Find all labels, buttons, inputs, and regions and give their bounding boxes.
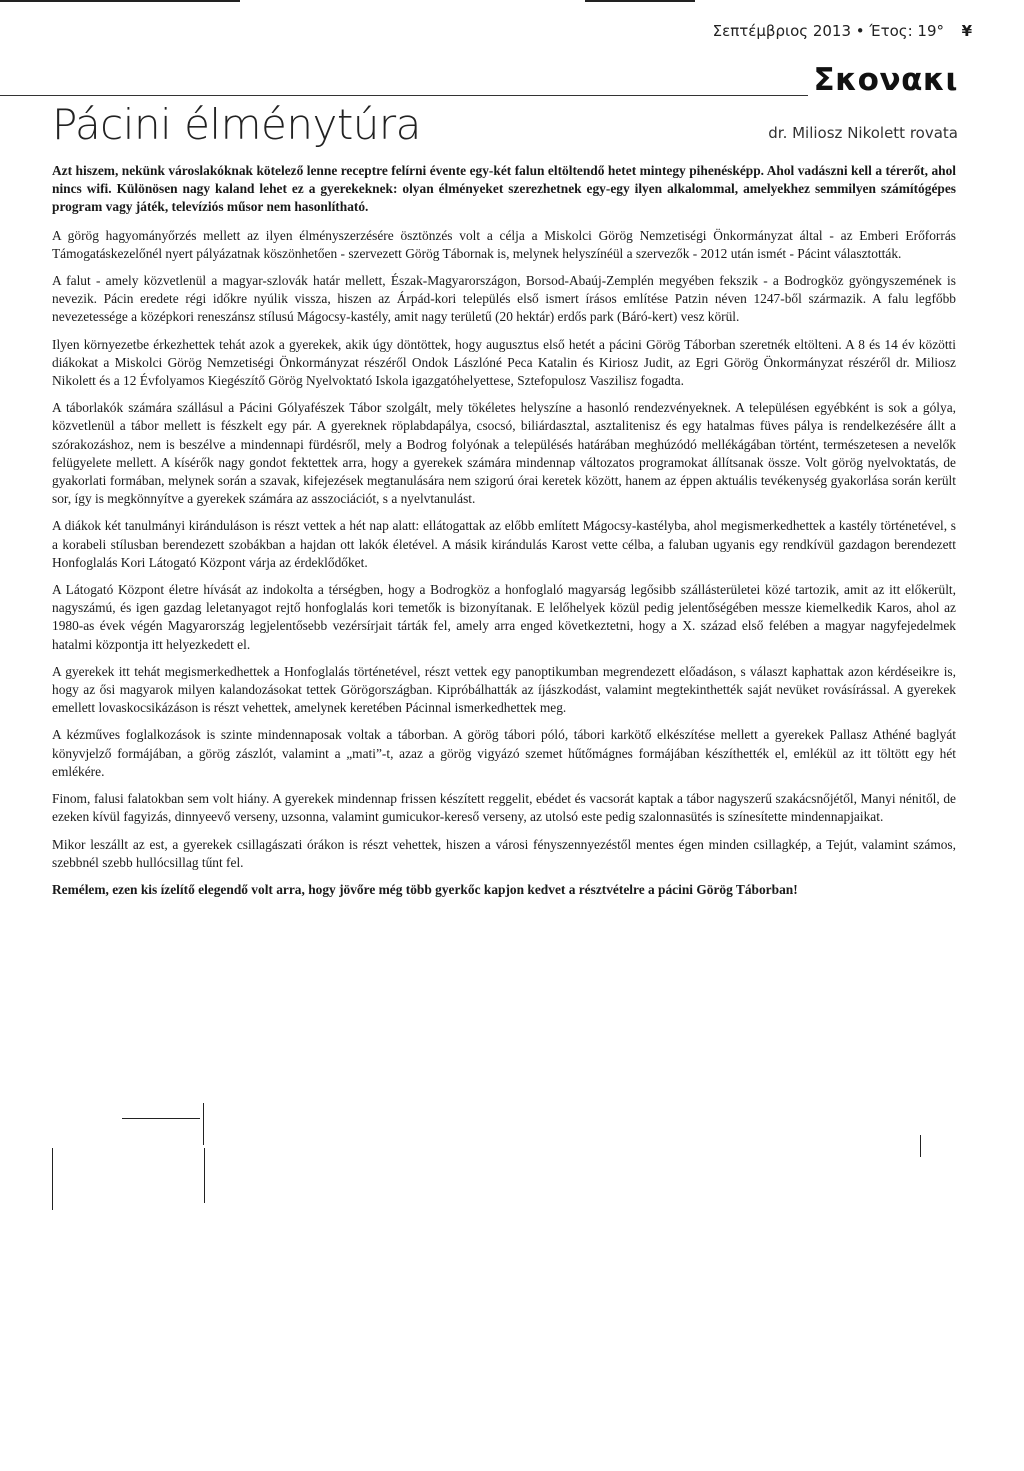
section-name: Σκονακι bbox=[813, 62, 958, 98]
scan-artifact bbox=[122, 1118, 200, 1119]
body-paragraph: A falut - amely közvetlenül a magyar-szlovák határ mellett, Észak-Magyarországon, Borsod-Abaúj-Zemplén megyében fekszik - a Bodrogköz gyöngyszemének is nevezik. Pácin eredete régi időkre nyúlik vissza, hiszen az Árpád-kori település első ismert írásos említése Patzin néven 1247-ből származik. A falu legfőbb nevezetessége a középkori reneszánsz stílusú Mágocsy-kastély, amit nagy területű (20 hektár) erdős park (Báró-kert) vesz körül. bbox=[52, 273, 956, 325]
top-edge-line bbox=[0, 0, 240, 2]
body-paragraph: A Látogató Központ életre hívását az indokolta a térségben, hogy a Bodrogköz a honfoglaló magyarság legősibb szállásterületei közé tartozik, amit az itt előkerült, nagyszámú, és igen gazdag leletanyagot rejtő honfoglalás kori temetők is bizonyítanak. E lelőhelyek közül pedig jelentőségében messze kiemelkedik Karos, ahol az 1980-as évek végén Magyarország legjelentősebb vezérsírjait tárták fel, amely arra enged következtetni, hogy a X. század első felében a magyar nagyfejedelmek hatalmi központja itt helyezkedett el. bbox=[52, 582, 956, 652]
body-paragraph: Finom, falusi falatokban sem volt hiány. A gyerekek mindennap frissen készített reggelit, ebédet és vacsorát kaptak a tábor nagyszerű szakácsnőjétől, Manyi nénitől, de ezeken kívül fagyizás, dinnyeevő verseny, uzsonna, valamint gumicukor-kereső verseny, az utolsó este pedig szalonnasütés is színesítette mindennapjaikat. bbox=[52, 791, 956, 825]
top-edge-line bbox=[585, 0, 695, 2]
body-paragraph: A kézműves foglalkozások is szinte mindennaposak voltak a táborban. A görög tábori póló, tábori karkötő elkészítése mellett a gyerekek Pallasz Athéné baglyát könyvjelző formájában, a görög zászlót, valamint a „mati”-t, azaz a görög vigyázó szemet hűtőmágnes formájában készíthették el, emlékül az itt töltött egy hét emlékére. bbox=[52, 727, 956, 779]
body-paragraph: A görög hagyományőrzés mellett az ilyen élményszerzésére ösztönzés volt a célja a Miskolci Görög Nemzetiségi Önkormányzat által - az Emberi Erőforrás Támogatáskezelőnél nyert pályázatnak köszönhetően - szervezett Görög Tábornak is, melynek helyszínéül a szervezők - 2012 után ismét - Pácint választották. bbox=[52, 227, 956, 261]
article-title: Pácini élménytúra bbox=[52, 100, 421, 149]
closing-paragraph: Remélem, ezen kis ízelítő elegendő volt arra, hogy jövőre még több gyerkőc kapjon kedvet a résztvételre a pácini Görög Táborban! bbox=[52, 881, 798, 897]
body-paragraph: Ilyen környezetbe érkezhettek tehát azok a gyerekek, akik úgy döntöttek, hogy augusztus első hetét a pácini Görög Táborban szeretnék eltölteni. A 8 és 14 év közötti diákokat a Miskolci Görög Nemzetiségi Önkormányzat részéről Ondok Lászlóné Peca Katalin és Kiriosz Judit, az Egri Görög Önkormányzat részéről dr. Miliosz Nikolett és a 12 Évfolyamos Kiegészítő Görög Nyelvoktató Iskola igazgatóhelyettese, Sztefopulosz Vaszilisz fogadta. bbox=[52, 336, 956, 389]
body-paragraph: Mikor leszállt az est, a gyerekek csillagászati órákon is részt vehettek, hiszen a városi fényszennyezéstől mentes égen minden csillagkép, a Tejút, valamint számos, szebbnél szebb hullócsillag tűnt fel. bbox=[52, 836, 956, 870]
byline: dr. Miliosz Nikolett rovata bbox=[768, 124, 958, 142]
corner-mark: ¥ bbox=[961, 22, 972, 40]
issue-date-line: Σεπτέμβριος 2013 • Έτος: 19° bbox=[712, 22, 944, 40]
body-paragraph: A diákok két tanulmányi kiránduláson is részt vettek a hét nap alatt: ellátogattak az előbb említett Mágocsy-kastélyba, ahol megismerkedhettek a kastély történetével, s a korabeli stílusban berendezett szobákban a hajdan ott lakók életével. A másik kirándulás Karost vette célba, a faluban ugyanis egy rendkívül gazdagon berendezett Honfoglalás Kori Látogató Központ várja az érdeklődőket. bbox=[52, 518, 956, 570]
scan-artifact bbox=[203, 1103, 204, 1145]
body-paragraph: A gyerekek itt tehát megismerkedhettek a Honfoglalás történetével, részt vettek egy panoptikumban megrendezett előadáson, s választ kaphattak azon kérdéseikre is, hogy az ősi magyarok milyen kalandozásokat tettek Görögországban. Kipróbálhatták az íjászkodást, valamint megtekinthették saját nevüket rovásírással. A gyerekek emellett lovaskocsikázáson is részt vehettek, amelynek keretében Pácinnal ismerkedhettek meg. bbox=[52, 663, 956, 716]
scan-artifact bbox=[204, 1148, 205, 1203]
header-rule bbox=[0, 95, 808, 96]
lead-paragraph: Azt hiszem, nekünk városlakóknak kötelező lenne receptre felírni évente egy-két falun eltöltendő hetet mintegy pihenésképp. Ahol vadászni kell a térerőt, ahol nincs wifi. Különösen nagy kaland lehet ez a gyerekeknek: olyan élményeket szerezhetnek egy-egy ilyen alkalommal, amelyekhez semmilyen számítógépes program vagy játék, televíziós műsor nem hasonlítható. bbox=[52, 163, 956, 215]
article-body bbox=[52, 162, 956, 908]
body-paragraph: A táborlakók számára szállásul a Pácini Gólyafészek Tábor szolgált, mely tökéletes helyszíne a hasonló rendezvényeknek. A településen egyébként is sok a gólya, közvetlenül a tábor mellett is fészkelt egy pár. A gyereknek röplabdapálya, csocsó, biliárdasztal, asztalitenisz és egy hatalmas füves pálya is rendelkezésére állt a szórakozáshoz, nem is beszélve a mindennapi fürdésről, mely a Bodrog folyónak a településés határában meghúzódó mellékágában történt, természetesen a nevelők felügyelete mellett. A kísérők nagy gondot fektettek arra, hogy a gyerekek számára mindennap változatos programokat állítsanak össze. Volt görög nyelvoktatás, de gyakorlati formában, melynek során a szavak, kifejezések megtanulására nem szigorú órai keretek között, hanem az éppen aktuális tevékenység gyakorlása során került sor, így is megkönnyítve a gyerekek számára az asszociációt, s a nyelvtanulást. bbox=[52, 400, 956, 507]
scan-artifact bbox=[52, 1148, 53, 1210]
scan-artifact bbox=[920, 1135, 921, 1157]
